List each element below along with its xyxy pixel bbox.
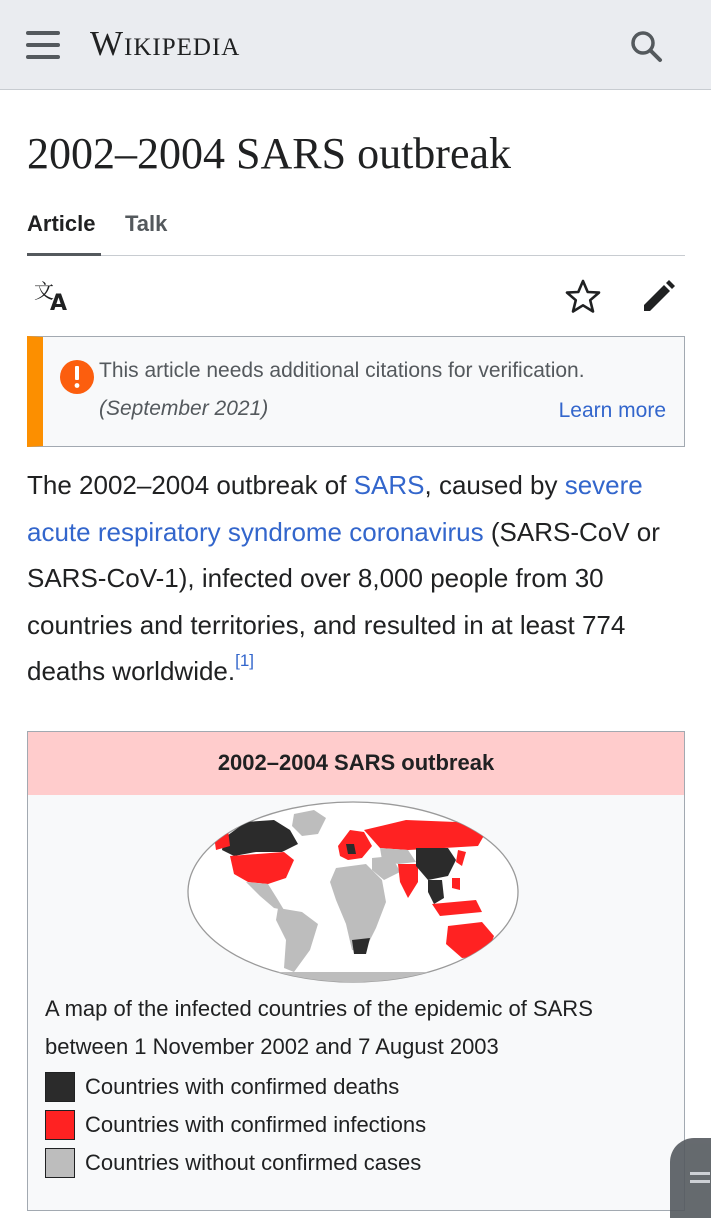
legend-swatch-infections bbox=[45, 1110, 75, 1140]
infobox-title: 2002–2004 SARS outbreak bbox=[28, 732, 684, 795]
infobox bbox=[27, 731, 685, 1211]
search-icon[interactable] bbox=[626, 26, 666, 66]
sars-link[interactable]: SARS bbox=[353, 470, 425, 500]
page-tabs bbox=[27, 205, 685, 256]
lead-text: (SARS-CoV or SARS-CoV-1), infected over 8,000 people from 30 countries and territories, and resulted in at least 774 deaths worldwide. bbox=[27, 516, 660, 686]
legend-swatch-no-cases bbox=[45, 1148, 75, 1178]
svg-text:A: A bbox=[50, 291, 68, 314]
citation-link[interactable]: [1] bbox=[235, 651, 255, 670]
tab-talk[interactable]: Talk bbox=[125, 211, 168, 236]
star-icon[interactable] bbox=[563, 277, 603, 317]
lead-text: The 2002–2004 outbreak of bbox=[27, 470, 354, 500]
notice-date: (September 2021) bbox=[99, 397, 269, 420]
lead-text: , caused by bbox=[424, 470, 565, 500]
scroll-handle[interactable] bbox=[670, 1138, 711, 1218]
exclamation-icon bbox=[59, 359, 95, 395]
svg-text:文: 文 bbox=[34, 279, 54, 303]
learn-more-link[interactable]: Learn more bbox=[558, 399, 666, 422]
menu-icon[interactable] bbox=[26, 31, 62, 59]
legend-swatch-deaths bbox=[45, 1072, 75, 1102]
notice-text: This article needs additional citations for verification. bbox=[99, 359, 585, 382]
header bbox=[0, 0, 711, 90]
page-title: 2002–2004 SARS outbreak bbox=[27, 129, 511, 178]
language-icon[interactable] bbox=[32, 278, 74, 314]
wikipedia-logo[interactable]: Wikipedia bbox=[90, 24, 241, 63]
legend-label: Countries with confirmed infections bbox=[85, 1112, 427, 1137]
legend-label: Countries without confirmed cases bbox=[85, 1150, 422, 1175]
citation-notice bbox=[27, 336, 685, 447]
sars-world-map[interactable] bbox=[186, 800, 520, 985]
map-caption: A map of the infected countries of the epidemic of SARS between 1 November 2002 and 7 August 2003 bbox=[45, 996, 593, 1059]
legend-label: Countries with confirmed deaths bbox=[85, 1074, 400, 1099]
lead-paragraph bbox=[27, 462, 697, 695]
pencil-icon[interactable] bbox=[638, 277, 678, 317]
sars-cov-link[interactable]: severe acute respiratory syndrome coronavirus bbox=[27, 470, 643, 547]
active-tab-indicator bbox=[27, 253, 101, 256]
tab-article[interactable]: Article bbox=[27, 211, 96, 236]
